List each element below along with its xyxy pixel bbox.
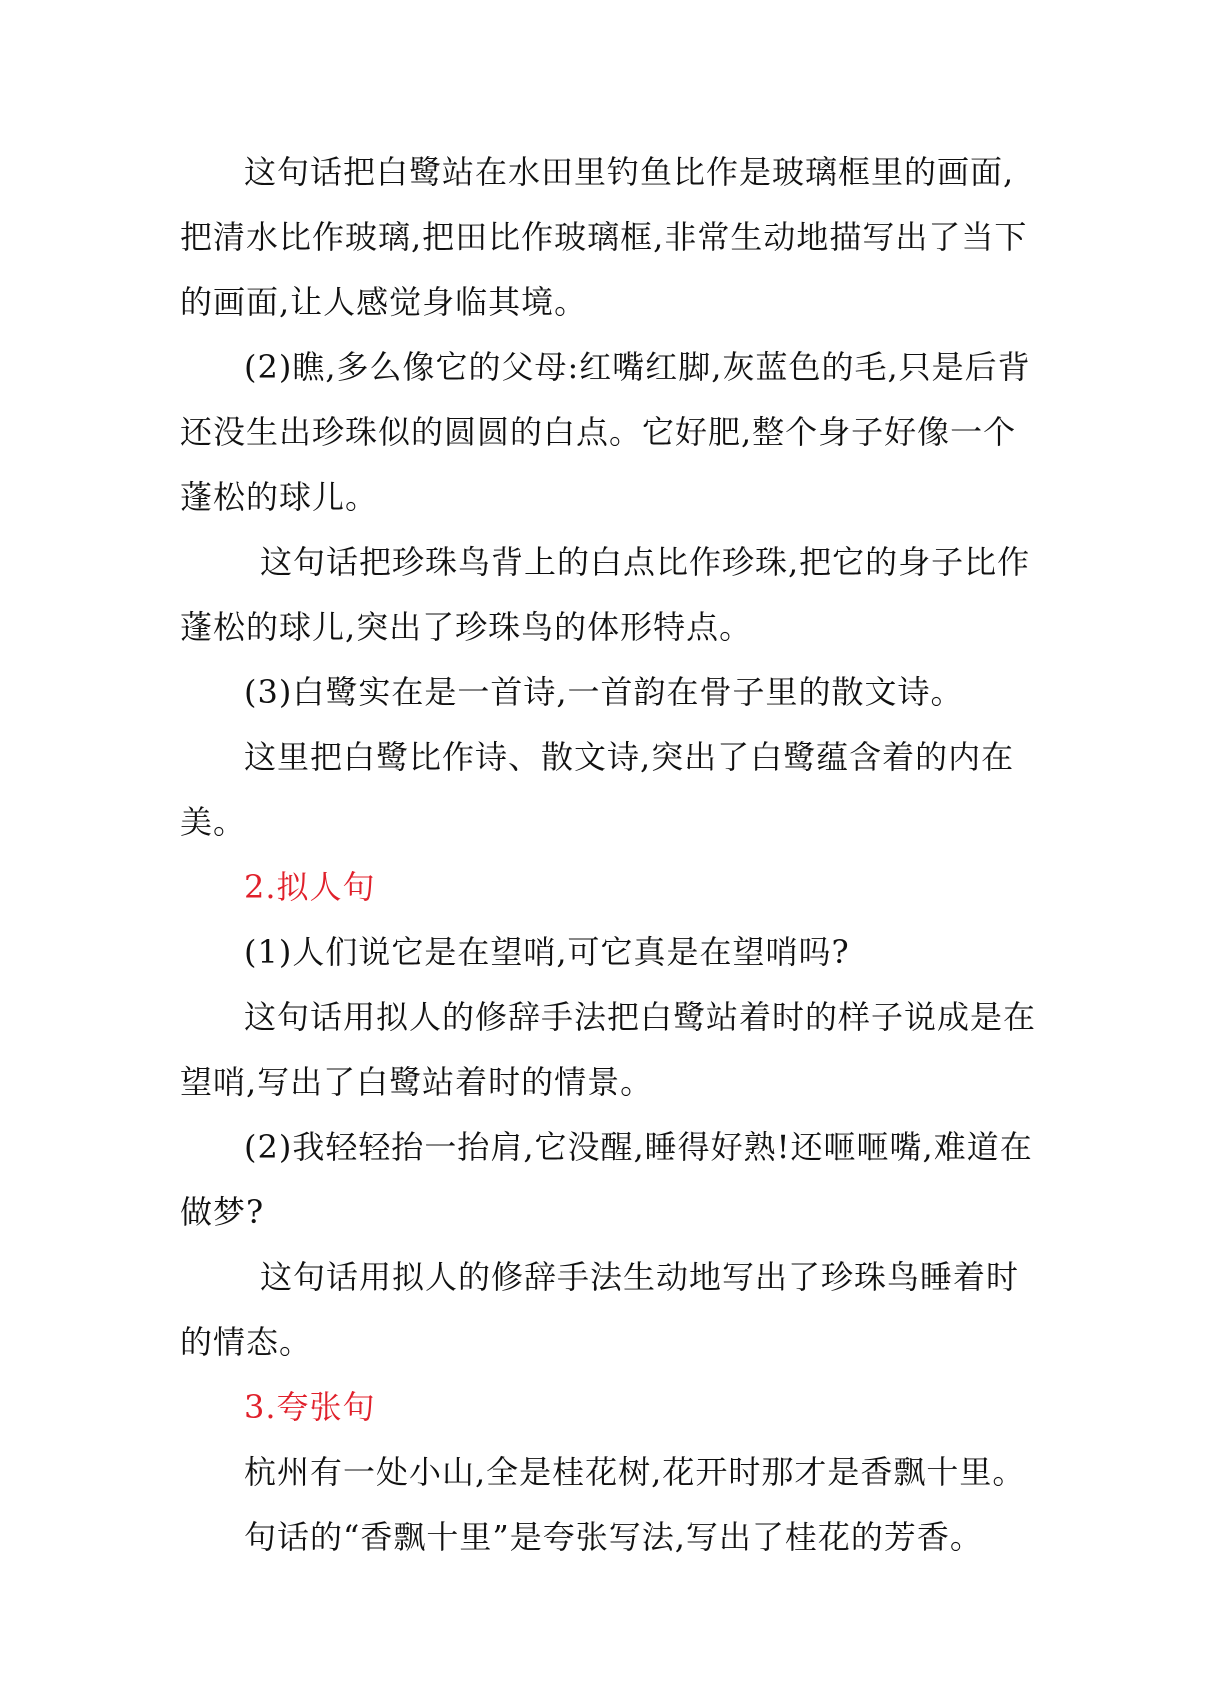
paragraph-personification-example-1: (1)人们说它是在望哨,可它真是在望哨吗? [244, 933, 850, 971]
paragraph-explanation-2: 这句话把珍珠鸟背上的白点比作珍珠,把它的身子比作蓬松的球儿,突出了珍珠鸟的体形特点。 [180, 543, 1031, 646]
paragraph-personification-example-2: (2)我轻轻抬一抬肩,它没醒,睡得好熟!还咂咂嘴,难道在做梦? [180, 1128, 1033, 1231]
paragraph-explanation-3: 这里把白鹭比作诗、散文诗,突出了白鹭蕴含着的内在美。 [180, 738, 1015, 841]
paragraph-personification-explanation-1: 这句话用拟人的修辞手法把白鹭站着时的样子说成是在望哨,写出了白鹭站着时的情景。 [180, 998, 1037, 1101]
document-body [180, 140, 1040, 1570]
paragraph-hyperbole-example: 杭州有一处小山,全是桂花树,花开时那才是香飘十里。 [244, 1453, 1026, 1491]
paragraph-example-2: (2)瞧,多么像它的父母:红嘴红脚,灰蓝色的毛,只是后背还没生出珍珠似的圆圆的白点。它好肥,整个身子好像一个蓬松的球儿。 [180, 348, 1031, 516]
section-heading-personification: 2.拟人句 [244, 868, 376, 906]
paragraph-explanation-1: 这句话把白鹭站在水田里钓鱼比作是玻璃框里的画面,把清水比作玻璃,把田比作玻璃框,非常生动地描写出了当下的画面,让人感觉身临其境。 [180, 153, 1028, 321]
paragraph-personification-explanation-2: 这句话用拟人的修辞手法生动地写出了珍珠鸟睡着时的情态。 [180, 1258, 1020, 1361]
section-heading-hyperbole: 3.夸张句 [244, 1388, 376, 1426]
paragraph-example-3: (3)白鹭实在是一首诗,一首韵在骨子里的散文诗。 [244, 673, 964, 711]
paragraph-hyperbole-explanation: 句话的“香飘十里”是夸张写法,写出了桂花的芳香。 [244, 1518, 983, 1556]
